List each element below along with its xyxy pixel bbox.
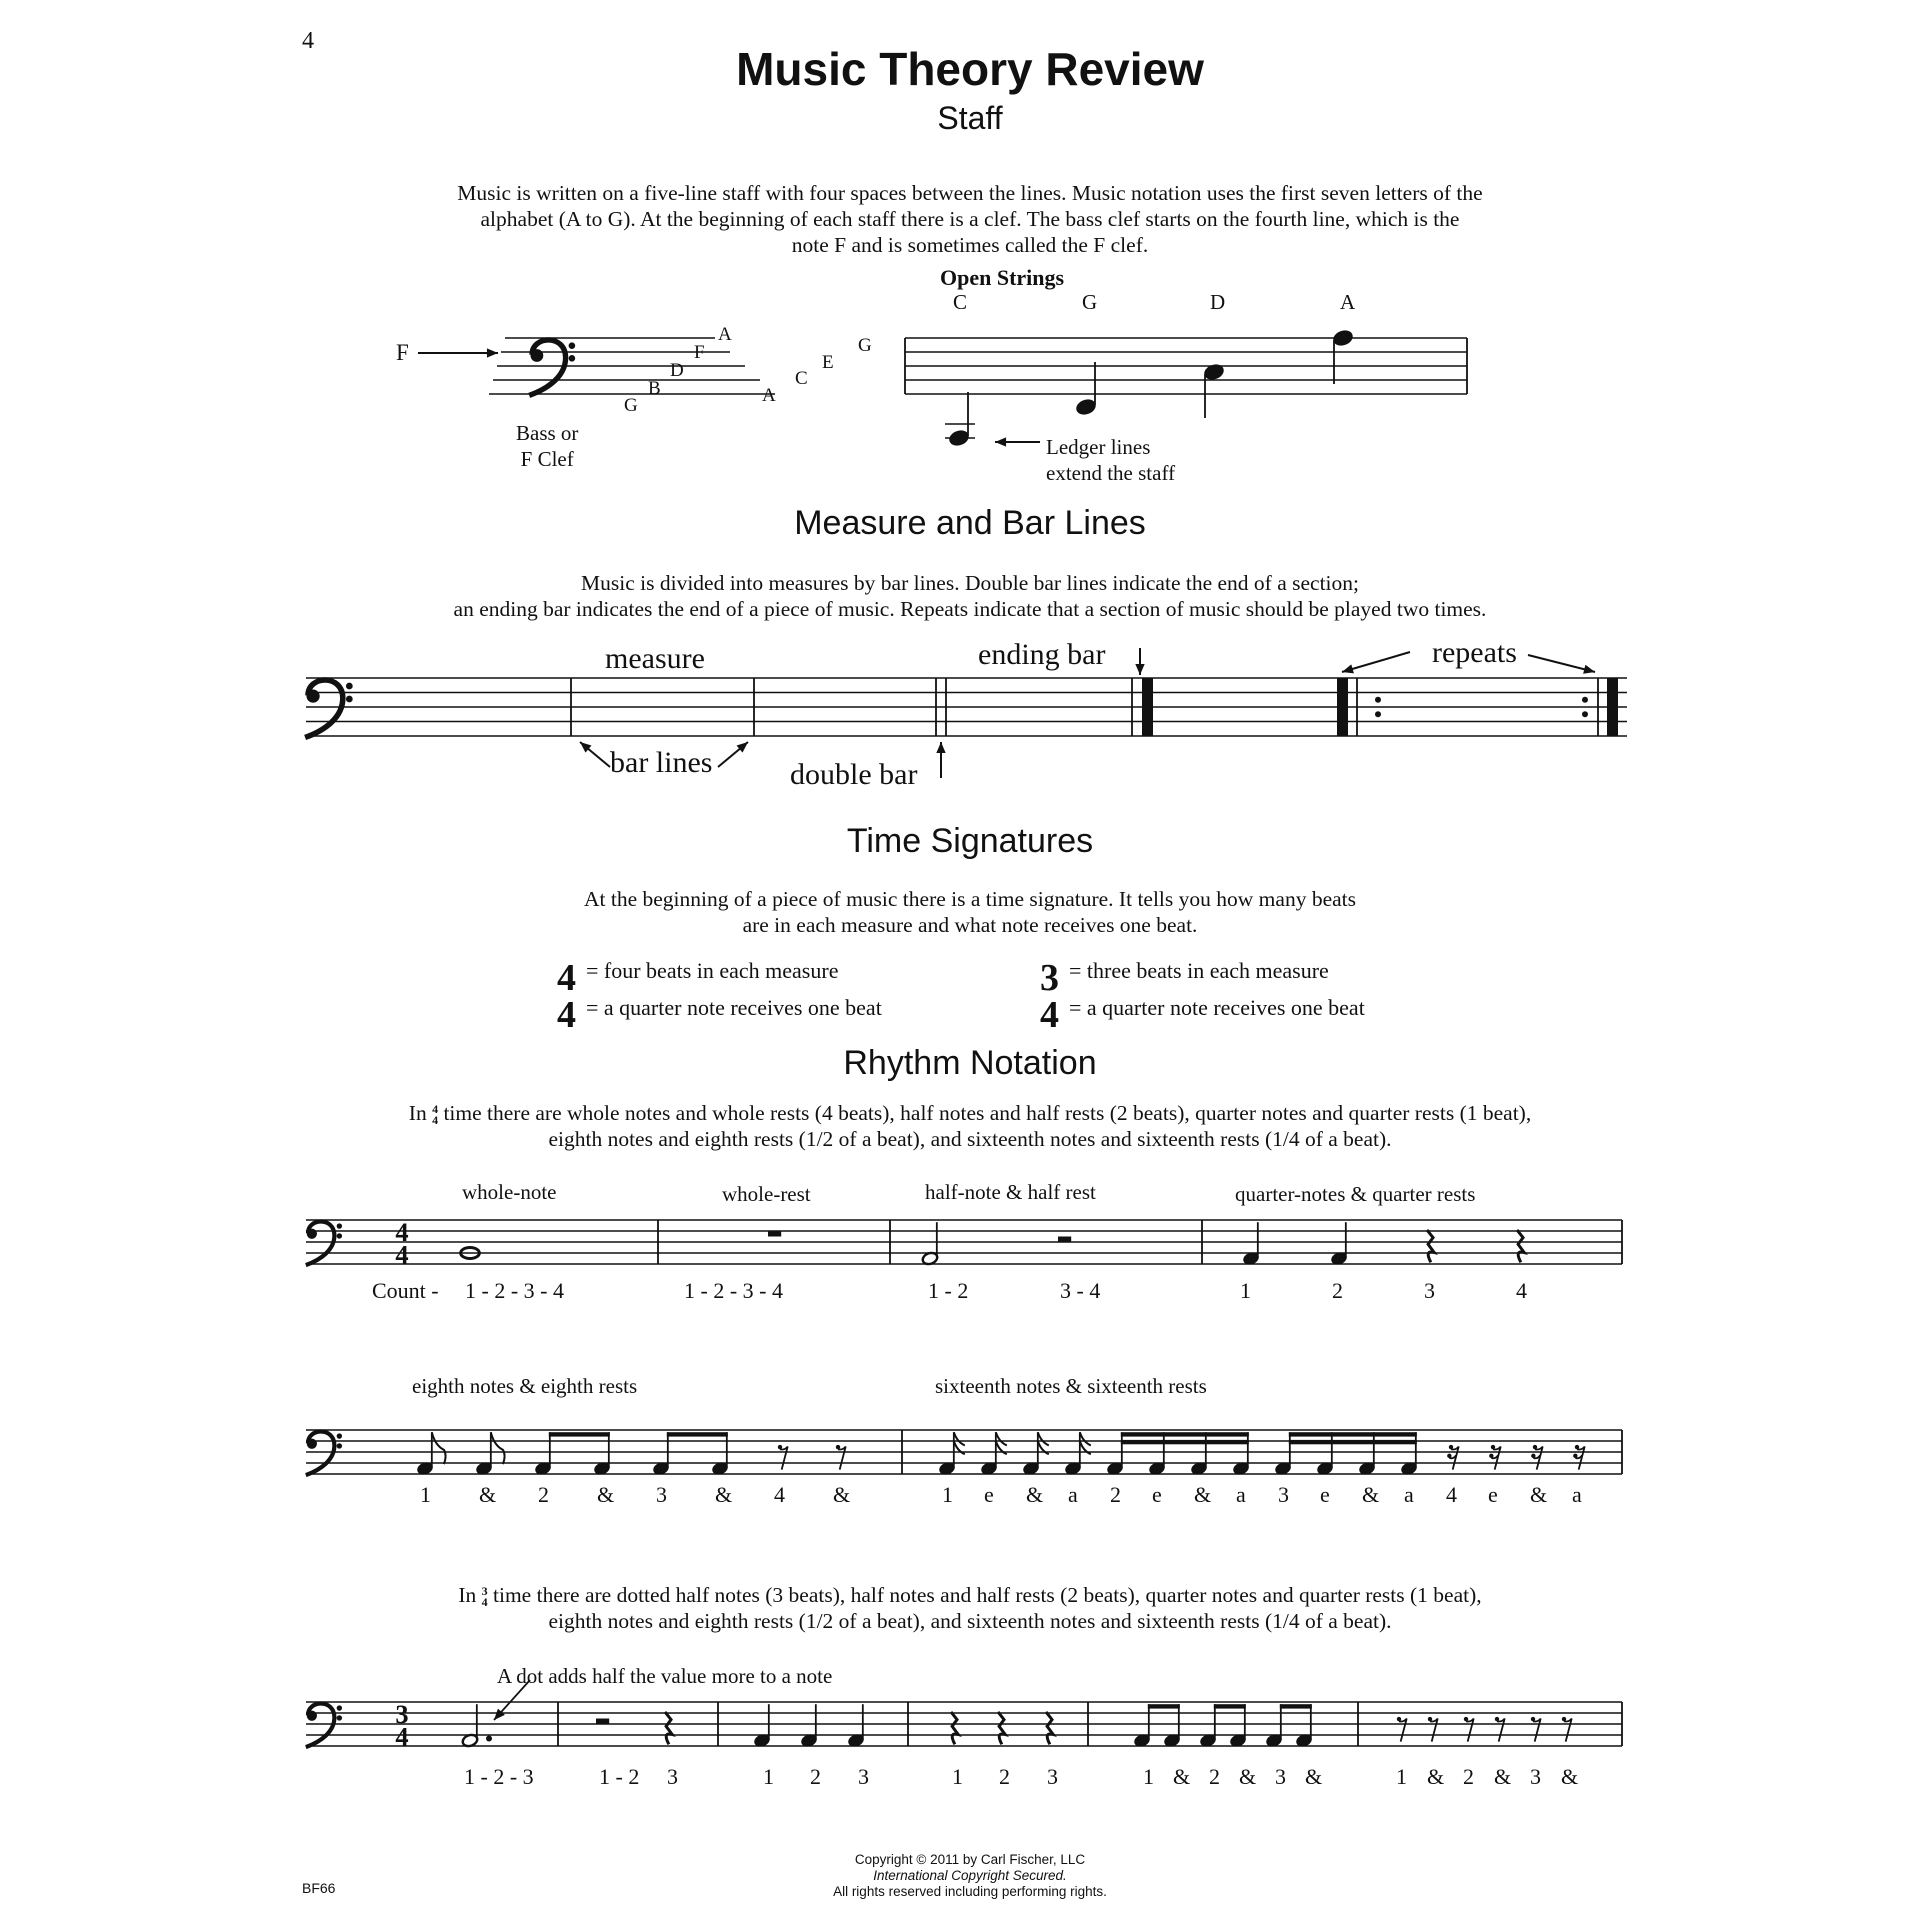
quarter-rest-icon [998, 1712, 1005, 1744]
bass-clef-icon [307, 690, 319, 702]
count-text: 3 [1278, 1482, 1289, 1507]
augmentation-dot [486, 1736, 492, 1742]
inline-time-signature-top: 4 [432, 1102, 439, 1117]
eighth-rest-icon [1399, 1719, 1407, 1742]
three-four-top-text: = three beats in each measure [1069, 958, 1329, 983]
arrow-head-icon [1342, 664, 1354, 673]
count-text: & [1173, 1764, 1191, 1789]
note-head-icon [1075, 397, 1097, 416]
count-text: 3 [1275, 1764, 1286, 1789]
section-heading-measures: Measure and Bar Lines [794, 504, 1146, 542]
section-heading-staff: Staff [937, 100, 1003, 136]
sixteenth-notes-label: sixteenth notes & sixteenth rests [935, 1374, 1207, 1398]
bass-clef-icon [306, 1704, 335, 1748]
count-text: & [833, 1482, 851, 1507]
time-signature-numeral: 4 [395, 1239, 409, 1270]
page-number: 4 [302, 28, 314, 54]
three-four-paragraph-line: eighth notes and eighth rests (1/2 of a beat), and sixteenth notes and sixteenth rests (1/4 of a beat). [548, 1609, 1392, 1634]
rhythm-staff-quarter [306, 1217, 1622, 1270]
note-beam [1289, 1440, 1417, 1444]
eighth-rest-icon [1497, 1719, 1505, 1742]
three-four-top-numeral: 3 [1040, 957, 1059, 999]
eighth-rest-icon [1564, 1719, 1572, 1742]
arrow-head-icon [1135, 664, 1144, 675]
count-text: 3 [858, 1764, 869, 1789]
ledger-caption-line: Ledger lines [1046, 435, 1151, 459]
time-signatures-paragraph-line: At the beginning of a piece of music there is a time signature. It tells you how many beats [583, 887, 1356, 911]
quarter-rest-icon [1517, 1230, 1524, 1262]
paragraph-prefix: In [408, 1101, 427, 1125]
time-signature-numeral: 4 [395, 1721, 409, 1752]
ending-bar-thick [1142, 678, 1153, 736]
count-text: & [1494, 1764, 1512, 1789]
note-beam [1121, 1440, 1249, 1444]
bass-clef-icon [307, 1229, 316, 1238]
count-text: 2 [1332, 1278, 1343, 1303]
count-text: e [984, 1482, 994, 1507]
inline-time-signature-bottom: 4 [481, 1595, 488, 1610]
count-text: e [1488, 1482, 1498, 1507]
repeat-bar-thick [1607, 678, 1618, 736]
inline-time-signature-top: 3 [481, 1584, 488, 1599]
repeat-bar-thick [1337, 678, 1348, 736]
open-string-d: D [1210, 290, 1226, 314]
count-text: 1 - 2 [599, 1764, 640, 1789]
count-text: 1 - 2 - 3 [464, 1764, 534, 1789]
clef-note-letter: G [624, 395, 638, 416]
page-title: Music Theory Review [736, 43, 1204, 95]
common-time-paragraph-line: eighth notes and eighth rests (1/2 of a beat), and sixteenth notes and sixteenth rests (1/4 of a beat). [548, 1127, 1392, 1152]
bass-clef-dot-icon [346, 683, 352, 689]
bass-clef-dot-icon [337, 1706, 341, 1710]
double-bar-label: double bar [790, 758, 918, 791]
bass-clef-dot-icon [337, 1716, 341, 1720]
bass-clef-dot-icon [337, 1444, 341, 1448]
count-text: & [1530, 1482, 1548, 1507]
count-text: & [1427, 1764, 1445, 1789]
whole-note-label: whole-note [462, 1180, 557, 1204]
bass-clef-dot-icon [346, 696, 352, 702]
bass-clef-icon [307, 1711, 316, 1720]
rhythm-staff-eighth [306, 1430, 1622, 1476]
count-text: & [597, 1482, 615, 1507]
count-text: e [1320, 1482, 1330, 1507]
count-text: 3 [667, 1764, 678, 1789]
half-rest-icon [596, 1719, 609, 1725]
count-text: 1 [1240, 1278, 1251, 1303]
half-note-label: half-note & half rest [925, 1180, 1096, 1204]
four-four-bottom-numeral: 4 [557, 994, 576, 1036]
eighth-flag-icon [491, 1432, 505, 1464]
eighth-rest-icon [780, 1447, 788, 1470]
measures-paragraph-line: Music is divided into measures by bar lines. Double bar lines indicate the end of a section; [581, 571, 1359, 595]
repeat-dot [1582, 697, 1588, 703]
inline-time-signature-bottom: 4 [432, 1113, 439, 1128]
bar-lines-label: bar lines [610, 746, 713, 779]
bass-clef-dot-icon [569, 343, 575, 349]
paragraph-prefix: In [458, 1583, 477, 1607]
note-beam [1280, 1704, 1312, 1708]
measures-paragraph-line: an ending bar indicates the end of a piece of music. Repeats indicate that a section of music should be played two times. [453, 597, 1487, 621]
quarter-notes-label: quarter-notes & quarter rests [1235, 1182, 1476, 1206]
count-text: 2 [999, 1764, 1010, 1789]
whole-rest-icon [768, 1231, 781, 1237]
count-text: a [1572, 1482, 1582, 1507]
note-beam [667, 1432, 728, 1436]
note-beam [1214, 1704, 1246, 1708]
count-text: 2 [810, 1764, 821, 1789]
half-rest-icon [1058, 1237, 1071, 1243]
bass-clef-dot-icon [337, 1234, 341, 1238]
note-beam [549, 1432, 610, 1436]
four-four-bottom-text: = a quarter note receives one beat [586, 995, 882, 1020]
count-text: 1 [942, 1482, 953, 1507]
bass-clef-icon [306, 1222, 335, 1266]
count-text: 3 [1424, 1278, 1435, 1303]
count-text: 4 [1446, 1482, 1457, 1507]
copyright-rights-line: All rights reserved including performing rights. [833, 1884, 1107, 1899]
quarter-rest-icon [951, 1712, 958, 1744]
count-text: a [1404, 1482, 1414, 1507]
eighth-rest-icon [838, 1447, 846, 1470]
four-four-top-numeral: 4 [557, 957, 576, 999]
quarter-rest-icon [1427, 1230, 1434, 1262]
count-text: 1 [1396, 1764, 1407, 1789]
repeat-dot [1582, 711, 1588, 717]
bass-clef-icon [531, 350, 543, 362]
open-string-c: C [953, 290, 968, 314]
count-text: 4 [1516, 1278, 1527, 1303]
open-string-a: A [1340, 290, 1356, 314]
count-text: & [1026, 1482, 1044, 1507]
count-label: Count - [372, 1278, 439, 1303]
clef-note-letter: E [822, 352, 834, 373]
count-text: & [1561, 1764, 1579, 1789]
dot-caption: A dot adds half the value more to a note [497, 1664, 833, 1688]
bass-clef-dot-icon [569, 356, 575, 362]
time-signature-numeral: 4 [395, 1216, 409, 1247]
staff-paragraph-line: alphabet (A to G). At the beginning of each staff there is a clef. The bass clef starts on the fourth line, which is the [480, 207, 1460, 231]
quarter-rest-icon [1046, 1712, 1053, 1744]
count-text: 1 - 2 - 3 - 4 [465, 1278, 564, 1303]
bass-clef-icon [305, 680, 343, 737]
clef-caption-line: Bass or [516, 421, 579, 445]
bass-clef-dot-icon [337, 1434, 341, 1438]
arrow-head-icon [936, 742, 945, 753]
bar-lines-staff [305, 648, 1627, 778]
count-text: & [1194, 1482, 1212, 1507]
section-heading-rhythm: Rhythm Notation [843, 1044, 1097, 1082]
bass-clef-icon [529, 340, 565, 395]
note-head-icon [1332, 328, 1354, 347]
eighth-rest-icon [1533, 1719, 1541, 1742]
eighth-notes-label: eighth notes & eighth rests [412, 1374, 638, 1398]
section-heading-time-signatures: Time Signatures [846, 822, 1094, 860]
count-text: 3 [1047, 1764, 1058, 1789]
measure-label: measure [605, 642, 705, 675]
arrow-head-icon [995, 437, 1006, 446]
count-text: 3 [656, 1482, 667, 1507]
three-four-bottom-numeral: 4 [1040, 994, 1059, 1036]
eighth-rest-icon [1466, 1719, 1474, 1742]
staff-diagram [418, 328, 1467, 447]
copyright-line: Copyright © 2011 by Carl Fischer, LLC [854, 1852, 1086, 1867]
count-text: 4 [774, 1482, 785, 1507]
count-text: 1 - 2 [928, 1278, 969, 1303]
time-signatures-paragraph-line: are in each measure and what note receives one beat. [742, 913, 1198, 937]
count-text: 1 [763, 1764, 774, 1789]
count-text: 2 [1463, 1764, 1474, 1789]
count-text: 3 [1530, 1764, 1541, 1789]
count-text: 1 - 2 - 3 - 4 [684, 1278, 783, 1303]
clef-caption-line: F Clef [520, 447, 574, 471]
clef-note-letter: A [762, 385, 776, 406]
count-text: & [715, 1482, 733, 1507]
note-beam [1289, 1432, 1417, 1436]
eighth-rest-icon [1430, 1719, 1438, 1742]
repeat-dot [1375, 697, 1381, 703]
arrow-head-icon [487, 348, 498, 357]
clef-note-letter: A [718, 324, 732, 345]
count-text: 1 [952, 1764, 963, 1789]
three-four-bottom-text: = a quarter note receives one beat [1069, 995, 1365, 1020]
note-head-icon [948, 428, 970, 447]
clef-note-letter: C [795, 368, 808, 389]
quarter-rest-icon [665, 1712, 672, 1744]
bass-clef-icon [307, 1439, 316, 1448]
note-beam [1121, 1432, 1249, 1436]
count-text: & [1362, 1482, 1380, 1507]
clef-note-letter: F [694, 342, 705, 363]
count-text: & [1305, 1764, 1323, 1789]
book-code: BF66 [302, 1880, 336, 1896]
count-text: & [1239, 1764, 1257, 1789]
rhythm-staff-three-four [306, 1680, 1622, 1751]
paragraph-text: time there are whole notes and whole rests (4 beats), half notes and half rests (2 beats), quarter notes and quarter rests (1 beat), [443, 1101, 1532, 1125]
count-text: a [1068, 1482, 1078, 1507]
count-text: a [1236, 1482, 1246, 1507]
count-text: 3 - 4 [1060, 1278, 1101, 1303]
count-text: & [479, 1482, 497, 1507]
count-text: 2 [538, 1482, 549, 1507]
count-text: e [1152, 1482, 1162, 1507]
eighth-flag-icon [432, 1432, 446, 1464]
staff-paragraph-line: note F and is sometimes called the F clef. [791, 233, 1149, 257]
bass-clef-dot-icon [337, 1224, 341, 1228]
staff-paragraph-line: Music is written on a five-line staff with four spaces between the lines. Music notation uses the first seven letters of the [457, 181, 1483, 205]
bass-clef-icon [306, 1432, 335, 1476]
copyright-secured-line: International Copyright Secured. [873, 1868, 1067, 1883]
time-signature-numeral: 3 [395, 1698, 409, 1729]
clef-note-letter: D [670, 360, 684, 381]
open-string-g: G [1082, 290, 1098, 314]
clef-note-letter: B [648, 378, 661, 399]
count-text: 2 [1209, 1764, 1220, 1789]
ledger-caption-line: extend the staff [1046, 461, 1176, 485]
whole-rest-label: whole-rest [722, 1182, 811, 1206]
paragraph-text: time there are dotted half notes (3 beats), half notes and half rests (2 beats), quarter notes and quarter rests (1 beat), [493, 1583, 1482, 1607]
count-text: 1 [1143, 1764, 1154, 1789]
open-strings-label: Open Strings [940, 265, 1065, 290]
f-line-label: F [396, 340, 409, 365]
note-beam [1148, 1704, 1180, 1708]
ending-bar-label: ending bar [978, 638, 1106, 671]
count-text: 2 [1110, 1482, 1121, 1507]
count-text: 1 [420, 1482, 431, 1507]
repeats-label: repeats [1432, 636, 1517, 669]
clef-note-letter: G [858, 335, 872, 356]
four-four-top-text: = four beats in each measure [586, 958, 839, 983]
repeat-dot [1375, 711, 1381, 717]
